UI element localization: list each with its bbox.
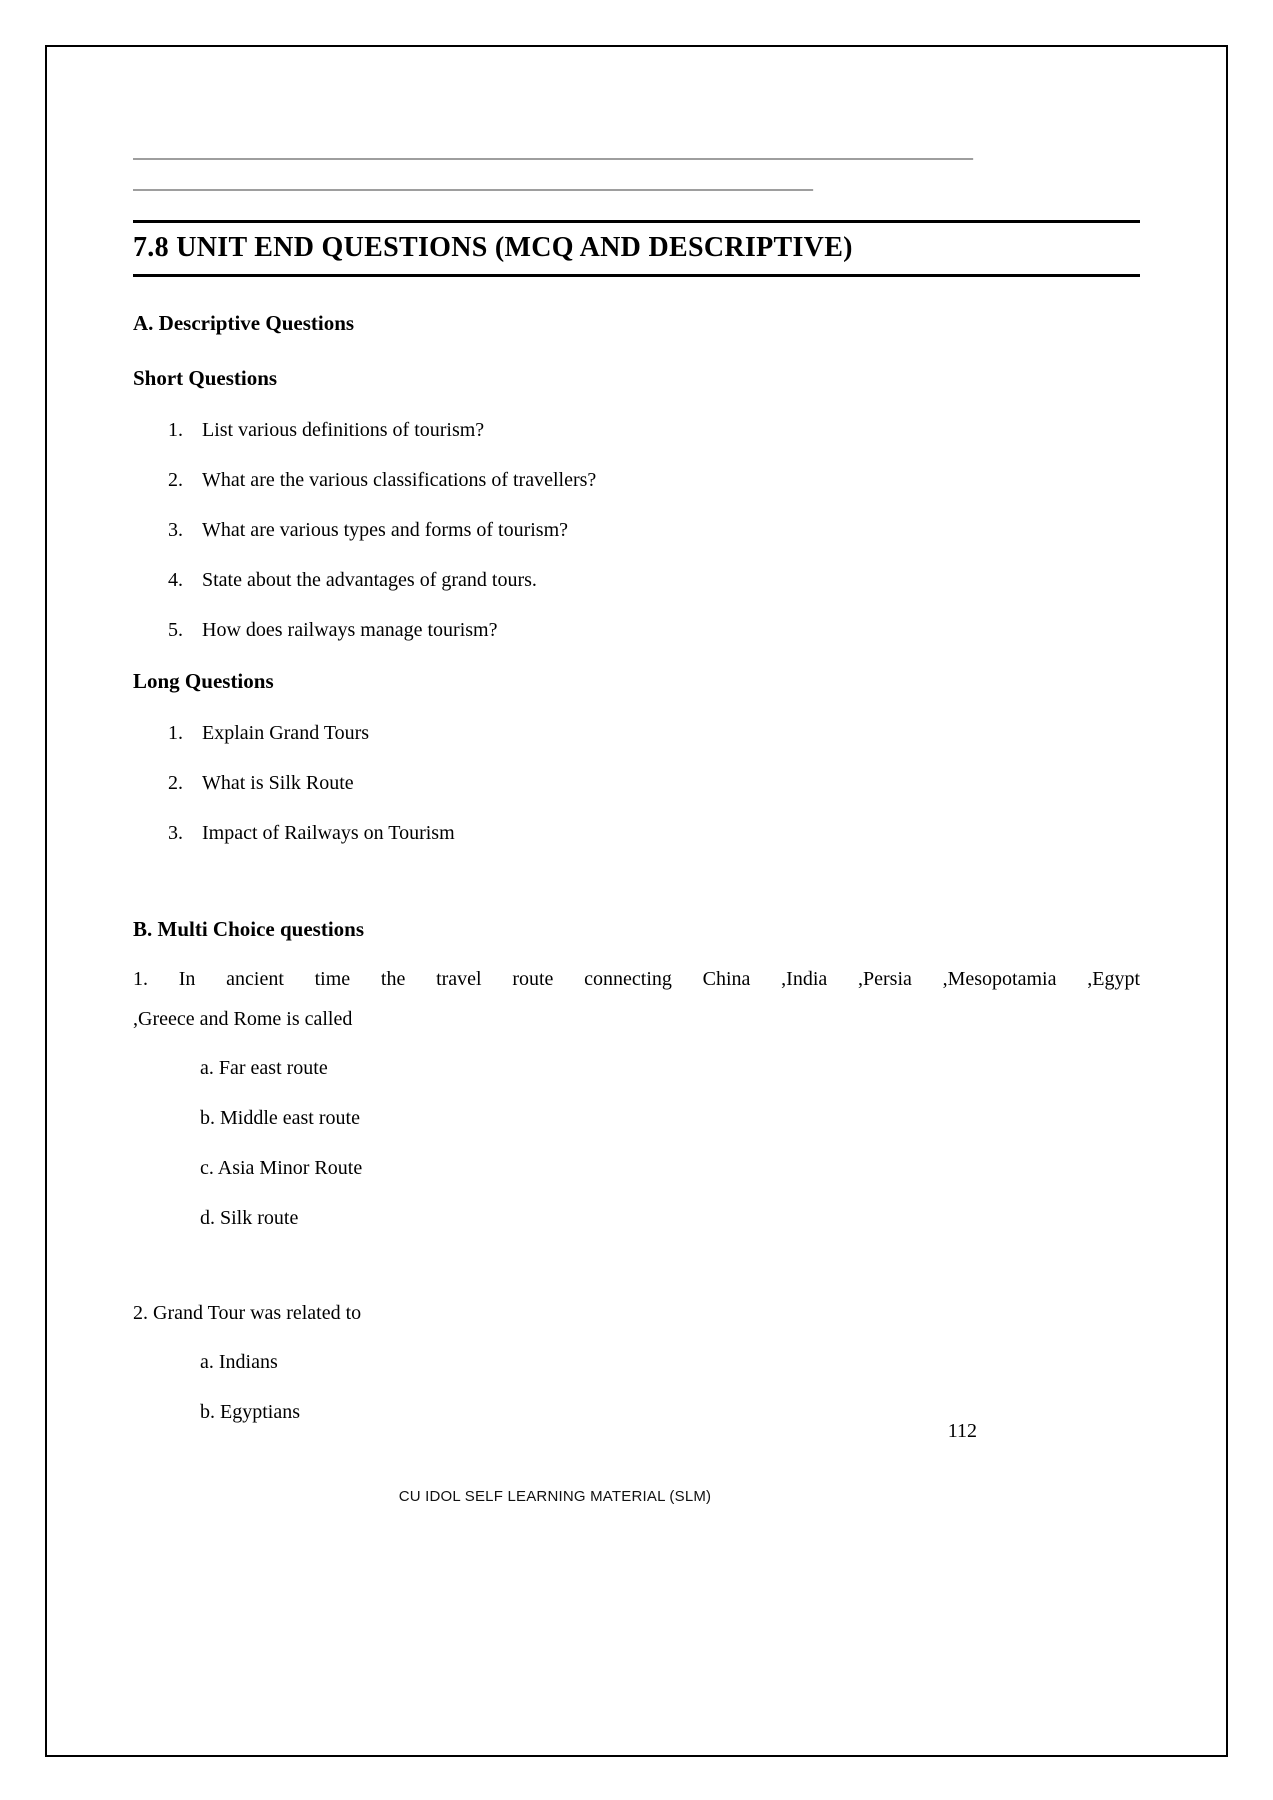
question-number: 2. (168, 772, 183, 794)
long-questions-heading: Long Questions (133, 669, 274, 693)
mcq-question-2-options (133, 1351, 1140, 1424)
short-questions-list (133, 419, 1140, 642)
question-text: Explain Grand Tours (202, 722, 370, 744)
mcq-question-2-text: 2. Grand Tour was related to (133, 1302, 362, 1324)
short-question-item (133, 519, 1140, 542)
long-question-item (133, 822, 1140, 845)
mcq-question-1-options (133, 1057, 1140, 1230)
long-question-item (133, 772, 1140, 795)
question-number: 3. (168, 822, 183, 844)
mcq-option: a. Indians (200, 1351, 278, 1373)
mcq-option: d. Silk route (200, 1207, 299, 1229)
question-text: Impact of Railways on Tourism (202, 822, 455, 844)
short-question-item (133, 619, 1140, 642)
question-number: 3. (168, 519, 183, 541)
question-text: What are the various classifications of travellers? (202, 469, 597, 491)
mcq-question-1-text-line1: 1. In ancient time the travel route connecting China ,India ,Persia ,Mesopotamia ,Egypt (133, 968, 1140, 990)
long-questions-list (133, 722, 1140, 845)
mcq-question-2 (133, 1302, 1140, 1424)
descriptive-questions-heading: A. Descriptive Questions (133, 311, 355, 335)
question-number: 1. (168, 722, 183, 744)
page-number: 112 (947, 1420, 977, 1442)
mcq-option: b. Egyptians (200, 1401, 300, 1423)
question-number: 4. (168, 569, 183, 591)
question-number: 2. (168, 469, 183, 491)
blank-line-1: ____________________________________________________________________________________ (133, 140, 973, 162)
question-number: 1. (168, 419, 183, 441)
section-title: 7.8 UNIT END QUESTIONS (MCQ AND DESCRIPTIVE) (133, 220, 1140, 277)
blank-line-2: ____________________________________________________________________ (133, 171, 813, 193)
long-question-item (133, 722, 1140, 745)
mcq-option: a. Far east route (200, 1057, 328, 1079)
question-text: What is Silk Route (202, 772, 354, 794)
short-question-item (133, 569, 1140, 592)
mcq-option: c. Asia Minor Route (200, 1157, 363, 1179)
short-question-item (133, 419, 1140, 442)
question-number: 5. (168, 619, 183, 641)
footer-text: CU IDOL SELF LEARNING MATERIAL (SLM) (398, 1488, 712, 1505)
mcq-option: b. Middle east route (200, 1107, 360, 1129)
document-content (133, 45, 1140, 1451)
short-question-item (133, 469, 1140, 492)
question-text: What are various types and forms of tourism? (202, 519, 569, 541)
mcq-question-1 (133, 968, 1140, 1230)
short-questions-heading: Short Questions (133, 366, 278, 390)
question-text: How does railways manage tourism? (202, 619, 498, 641)
mcq-heading: B. Multi Choice questions (133, 917, 365, 941)
question-text: List various definitions of tourism? (202, 419, 485, 441)
mcq-question-1-text-line2: ,Greece and Rome is called (133, 1008, 353, 1030)
question-text: State about the advantages of grand tours. (202, 569, 537, 591)
